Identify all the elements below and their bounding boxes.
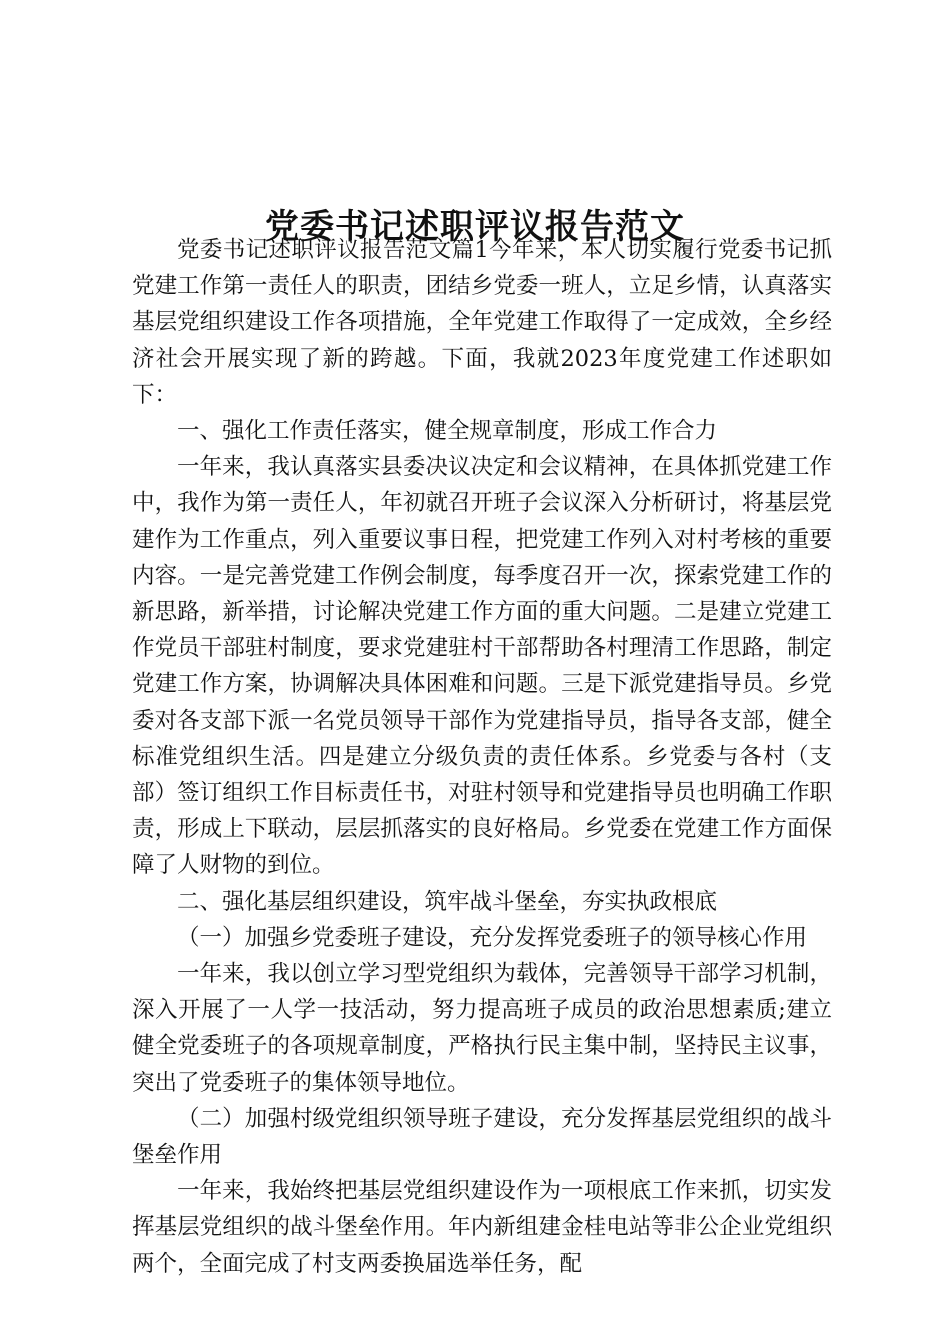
paragraph-section-1: 一年来，我认真落实县委决议决定和会议精神，在具体抓党建工作中，我作为第一责任人，年初就召开班子会议深入分析研讨，将基层党建作为工作重点，列入重要议事日程，把党建工作列入对村考核的重要内容。一是完善党建工作例会制度，每季度召开一次，探索党建工作的新思路，新举措，讨论解决党建工作方面的重大问题。二是建立党建工作党员干部驻村制度，要求党建驻村干部帮助各村理清工作思路，制定党建工作方案，协调解决具体困难和问题。三是下派党建指导员。乡党委对各支部下派一名党员领导干部作为党建指导员，指导各支部，健全标准党组织生活。四是建立分级负责的责任体系。乡党委与各村（支部）签订组织工作目标责任书，对驻村领导和党建指导员也明确工作职责，形成上下联动，层层抓落实的良好格局。乡党委在党建工作方面保障了人财物的到位。 — [132, 454, 832, 879]
section-heading-2: 二、强化基层组织建设，筑牢战斗堡垒，夯实执政根底 — [177, 888, 718, 915]
paragraph-subsection-2: 一年来，我始终把基层党组织建设作为一项根底工作来抓，切实发挥基层党组织的战斗堡垒作用。年内新组建金桂电站等非公企业党组织两个，全面完成了村支两委换届选举任务，配 — [132, 1178, 832, 1277]
paragraph-intro: 党委书记述职评议报告范文篇1今年来，本人切实履行党委书记抓党建工作第一责任人的职责，团结乡党委一班人，立足乡情，认真落实基层党组织建设工作各项措施，全年党建工作取得了一定成效，全乡经济社会开展实现了新的跨越。下面，我就2023年度党建工作述职如下： — [132, 237, 832, 408]
document-title: 党委书记述职评议报告范文 — [265, 206, 685, 247]
paragraph-subsection-1: 一年来，我以创立学习型党组织为载体，完善领导干部学习机制，深入开展了一人学一技活动，努力提高班子成员的政治思想素质;建立健全党委班子的各项规章制度，严格执行民主集中制，坚持民主议事，突出了党委班子的集体领导地位。 — [132, 961, 832, 1096]
document-body — [132, 232, 832, 1282]
section-heading-1: 一、强化工作责任落实，健全规章制度，形成工作合力 — [177, 418, 718, 445]
subsection-heading-2: （二）加强村级党组织领导班子建设，充分发挥基层党组织的战斗堡垒作用 — [132, 1105, 832, 1169]
subsection-heading-1: （一）加强乡党委班子建设，充分发挥党委班子的领导核心作用 — [177, 924, 808, 951]
